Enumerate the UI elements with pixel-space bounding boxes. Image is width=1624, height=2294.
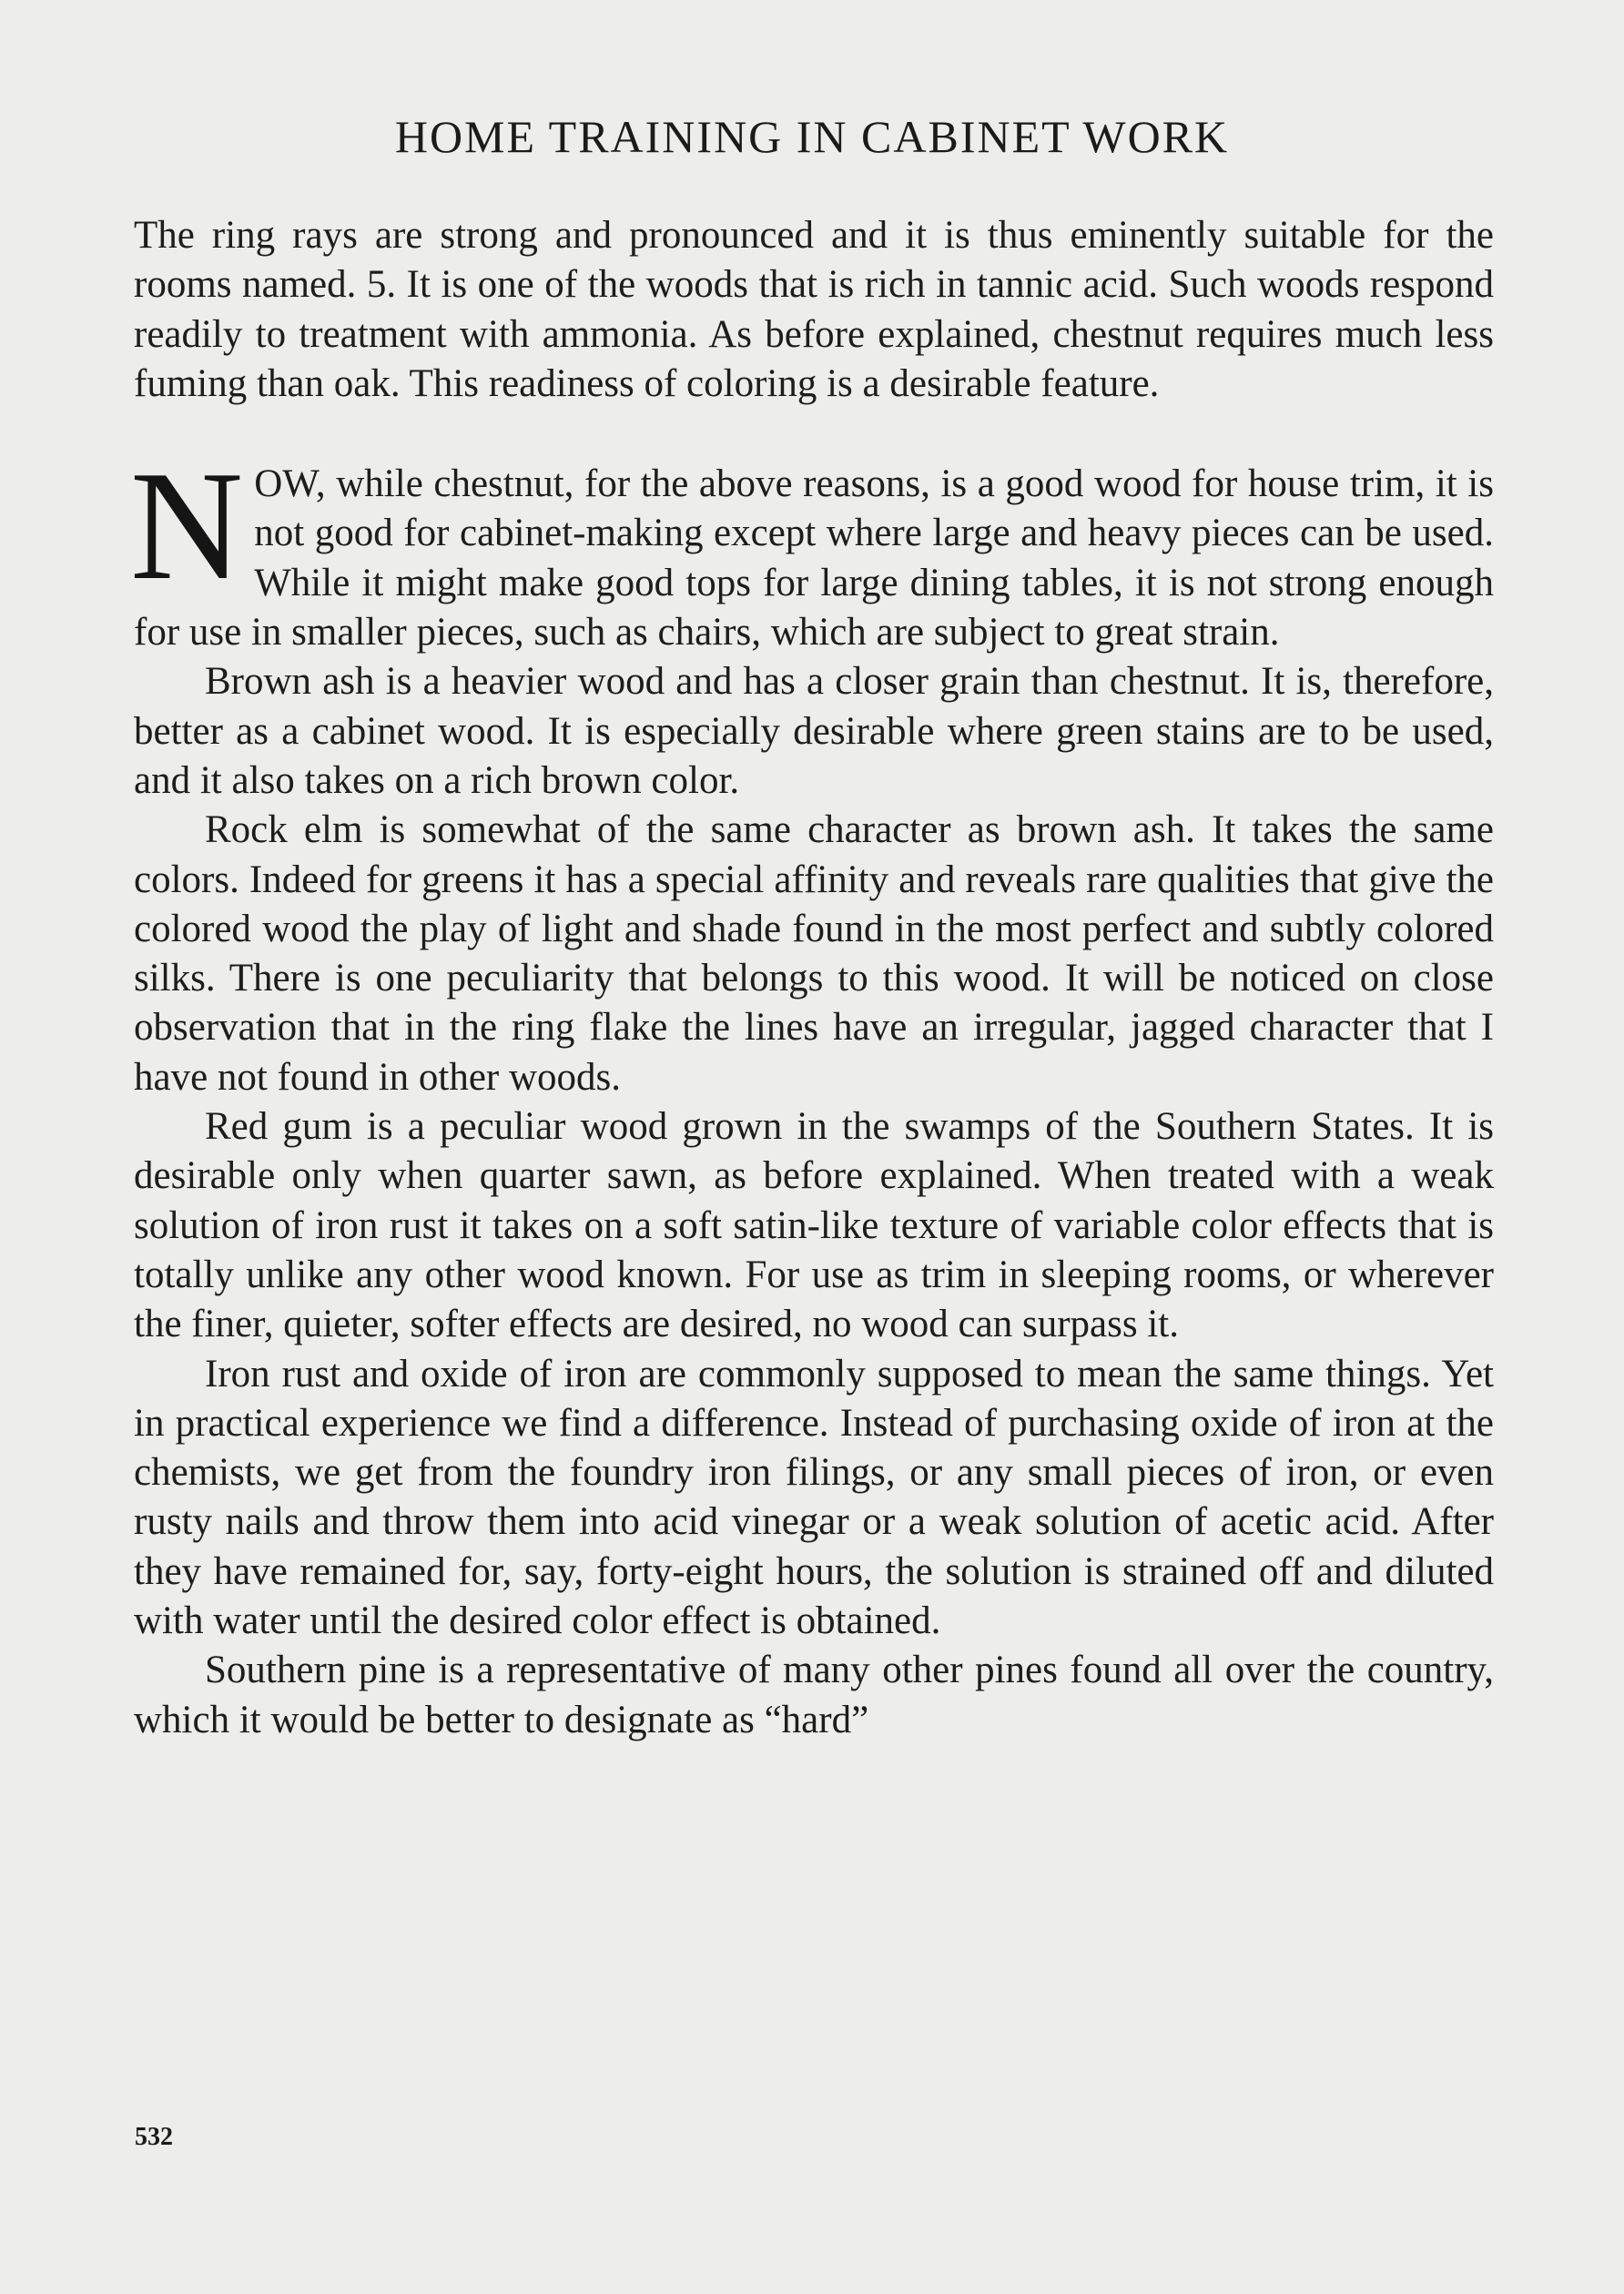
drop-cap-paragraph-text: OW, while chestnut, for the above reasons, is a good wood for house trim, it is not good for cabinet-making except where large and heavy pieces can be used. While it might make good tops for large dining tables, it is not strong enough for use in smaller pieces, such as chairs, which are subject to great strain. <box>134 462 1494 655</box>
running-head: HOME TRAINING IN CABINET WORK <box>394 111 1230 162</box>
page-number: 532 <box>135 2123 173 2151</box>
paragraph-rock-elm: Rock elm is somewhat of the same character as brown ash. It takes the same colors. Indeed for greens it has a special affinity and reveals rare qualities that give the colored wood the play of light and shade found in the most perfect and subtly colored silks. There is one peculiarity that belongs to this wood. It will be noticed on close observation that in the ring flake the lines have an irregular, jagged character that I have not found in other woods. <box>134 808 1494 1099</box>
paragraph-iron-rust: Iron rust and oxide of iron are commonly supposed to mean the same things. Yet in practical experience we find a difference. Instead of purchasing oxide of iron at the chemists, we get from the foundry iron filings, or any small pieces of iron, or even rusty nails and throw them into acid vinegar or a weak solution of acetic acid. After they have remained for, say, forty-eight hours, the solution is strained off and diluted with water until the desired color effect is obtained. <box>134 1352 1494 1643</box>
paragraph-brown-ash: Brown ash is a heavier wood and has a closer grain than chestnut. It is, therefore, better as a cabinet wood. It is especially desirable where green stains are to be used, and it also takes on a rich brown color. <box>134 660 1494 802</box>
paragraph-southern-pine: Southern pine is a representative of many other pines found all over the country, which it would be better to designate as “hard” <box>134 1649 1494 1741</box>
body-text <box>130 211 1494 1745</box>
paragraph-red-gum: Red gum is a peculiar wood grown in the swamps of the Southern States. It is desirable only when quarter sawn, as before explained. When treated with a weak solution of iron rust it takes on a soft satin-like texture of variable color effects that is totally unlike any other wood known. For use as trim in sleeping rooms, or wherever the finer, quieter, softer effects are desired, no wood can surpass it. <box>134 1105 1494 1346</box>
drop-cap-initial: N <box>130 440 244 614</box>
paragraph-chestnut-properties: The ring rays are strong and pronounced and it is thus eminently suitable for the rooms named. 5. It is one of the woods that is rich in tannic acid. Such woods respond readily to treatment with ammonia. As before explained, chestnut requires much less fuming than oak. This readiness of coloring is a desirable feature. <box>134 214 1494 405</box>
paragraph-chestnut-cabinet <box>130 440 1494 657</box>
